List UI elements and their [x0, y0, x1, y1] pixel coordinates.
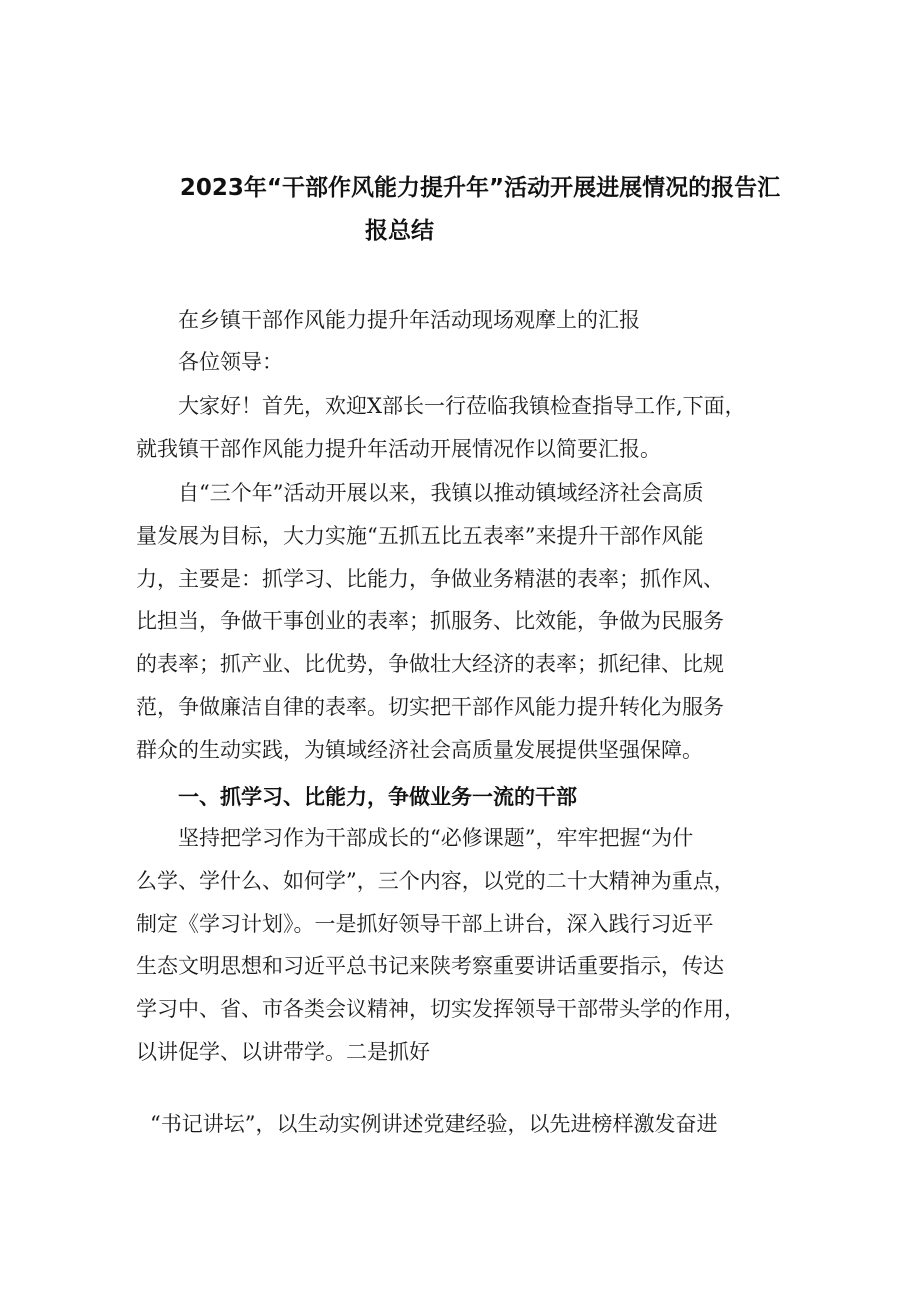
paragraph-3 [136, 817, 796, 1074]
document-title-line-2: 报总结 [365, 218, 434, 244]
paragraph-line: 大家好！首先，欢迎X部长一行莅临我镇检查指导工作,下面， [178, 394, 746, 418]
paragraph-1 [136, 385, 796, 471]
paragraph-line: 就我镇干部作风能力提升年活动开展情况作以简要汇报。 [136, 436, 661, 461]
paragraph-line: 群众的生动实践，为镇域经济社会高质量发展提供坚强保障。 [136, 737, 703, 762]
subtitle-paragraph [136, 299, 796, 342]
paragraph-line: “书记讲坛”，以生动实例讲述党建经验，以先进榜样激发奋进 [150, 1112, 718, 1136]
paragraph-line: 坚持把学习作为干部成长的“必修课题”，牢牢把握“为什 [178, 826, 694, 850]
paragraph-2 [136, 472, 796, 772]
paragraph-line: 么学、学什么、如何学”，三个内容，以党的二十大精神为重点， [136, 868, 735, 893]
paragraph-line: 学习中、省、市各类会议精神，切实发挥领导干部带头学的作用， [136, 997, 745, 1022]
paragraph-line: 的表率；抓产业、比优势，争做壮大经济的表率；抓纪律、比规 [136, 652, 724, 677]
paragraph-line: 制定《学习计划》。一是抓好领导干部上讲台，深入践行习近平 [136, 911, 714, 936]
document-title-line-1: 2023年“干部作风能力提升年”活动开展进展情况的报告汇 [179, 175, 781, 201]
paragraph-4 [150, 1103, 810, 1146]
paragraph-line: 生态文明思想和习近平总书记来陕考察重要讲话重要指示，传达 [136, 954, 724, 979]
paragraph-line: 自“三个年”活动开展以来，我镇以推动镇域经济社会高质 [178, 481, 704, 505]
paragraph-line: 以讲促学、以讲带学。二是抓好 [136, 1039, 430, 1064]
section-1-heading: 一、抓学习、比能力，争做业务一流的干部 [178, 785, 577, 809]
subtitle-line: 在乡镇干部作风能力提升年活动现场观摩上的汇报 [178, 308, 640, 332]
paragraph-line: 量发展为目标，大力实施“五抓五比五表率”来提升干部作风能 [136, 523, 704, 548]
paragraph-line: 比担当，争做干事创业的表率；抓服务、比效能，争做为民服务 [136, 609, 724, 634]
salutation-paragraph [136, 341, 796, 384]
paragraph-line: 力，主要是：抓学习、比能力，争做业务精湛的表率；抓作风、 [136, 566, 724, 591]
paragraph-line: 范，争做廉洁自律的表率。切实把干部作风能力提升转化为服务 [136, 694, 724, 719]
salutation-line: 各位领导： [178, 350, 283, 374]
